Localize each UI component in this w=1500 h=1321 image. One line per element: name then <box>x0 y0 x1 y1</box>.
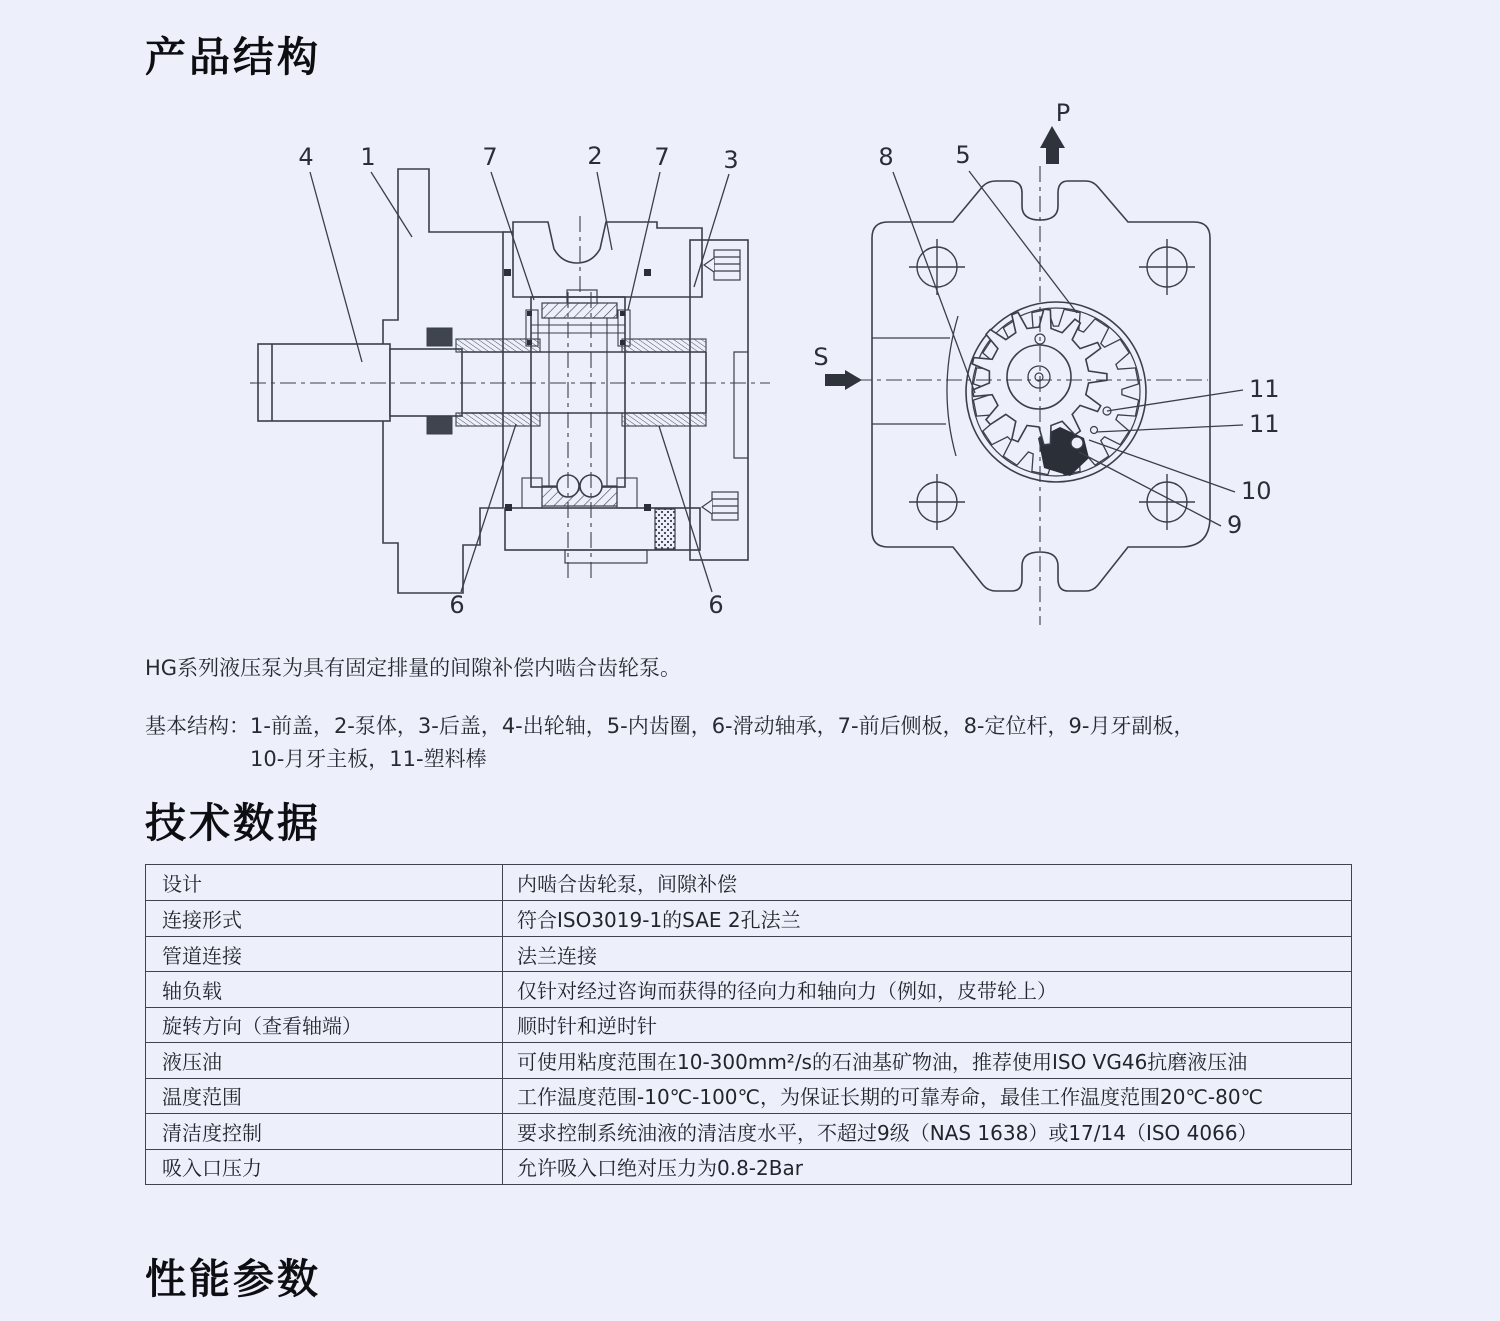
callout-11b: 11 <box>1249 410 1280 438</box>
shaft-seal-top <box>427 328 452 346</box>
row-key: 清洁度控制 <box>162 1120 262 1145</box>
shaft-seal-bottom <box>427 416 452 434</box>
callout-11a: 11 <box>1249 375 1280 403</box>
callout-2: 2 <box>587 142 603 170</box>
row-key: 设计 <box>162 872 202 897</box>
row-value: 法兰连接 <box>502 937 1351 971</box>
structure-items-line1: 1-前盖，2-泵体，3-后盖，4-出轮轴，5-内齿圈，6-滑动轴承，7-前后侧板，8-定位杆，9-月牙副板， <box>250 714 1195 738</box>
crescent-pin <box>1071 437 1083 449</box>
table-row <box>146 900 1351 935</box>
row-value: 可使用粘度范围在10-300mm²/s的石油基矿物油，推荐使用ISO VG46抗磨液压油 <box>502 1043 1351 1077</box>
callout-5: 5 <box>955 141 971 169</box>
callout-9: 9 <box>1227 511 1243 539</box>
suction-pocket-arc <box>947 316 958 456</box>
table-row <box>146 1149 1351 1184</box>
table-row <box>146 1007 1351 1042</box>
row-key: 吸入口压力 <box>162 1156 262 1181</box>
rear-plug-bottom <box>702 492 738 520</box>
row-key: 温度范围 <box>162 1085 242 1110</box>
callout-10: 10 <box>1241 477 1272 505</box>
rear-cover-outline <box>690 240 748 560</box>
callout-8: 8 <box>878 143 894 171</box>
table-row <box>146 1078 1351 1113</box>
structure-items <box>250 710 1194 776</box>
suction-port-label: S <box>813 343 829 371</box>
row-key: 连接形式 <box>162 908 242 933</box>
row-value: 仅针对经过咨询而获得的径向力和轴向力（例如，皮带轮上） <box>502 972 1351 1006</box>
row-value: 允许吸入口绝对压力为0.8-2Bar <box>502 1150 1351 1184</box>
section-title-structure: 产品结构 <box>145 33 321 81</box>
table-row <box>146 936 1351 971</box>
callout-3: 3 <box>723 146 739 174</box>
callout-7b: 7 <box>654 143 670 171</box>
pressure-port-label: P <box>1055 99 1071 127</box>
suction-arrow-icon <box>825 370 862 390</box>
callout-1: 1 <box>360 143 376 171</box>
structure-items-line2: 10-月牙主板，11-塑料棒 <box>250 747 487 771</box>
table-row <box>146 971 1351 1006</box>
pump-body-outline <box>513 222 702 297</box>
row-key: 轴负载 <box>162 979 222 1004</box>
table-row <box>146 1042 1351 1077</box>
bottom-seal-stipple <box>655 509 675 549</box>
section-title-performance: 性能参数 <box>145 1255 321 1303</box>
structure-label: 基本结构： <box>145 714 250 738</box>
gear-stack <box>522 290 637 508</box>
table-row <box>146 1113 1351 1148</box>
row-value: 内啮合齿轮泵，间隙补偿 <box>502 865 1351 900</box>
row-key: 旋转方向（查看轴端） <box>162 1014 362 1039</box>
section-view-drawing <box>250 169 770 593</box>
front-view-drawing <box>825 126 1243 625</box>
row-value: 符合ISO3019-1的SAE 2孔法兰 <box>502 901 1351 935</box>
tech-data-table <box>145 864 1352 1185</box>
pressure-arrow-icon <box>1040 126 1065 164</box>
section-title-tech-data: 技术数据 <box>145 799 321 847</box>
intro-structure <box>145 710 1194 776</box>
callout-6a: 6 <box>449 591 465 619</box>
row-value: 顺时针和逆时针 <box>502 1008 1351 1042</box>
table-row <box>146 865 1351 900</box>
row-key: 液压油 <box>162 1049 222 1074</box>
callout-7a: 7 <box>482 143 498 171</box>
row-value: 工作温度范围-10℃-100℃，为保证长期的可靠寿命，最佳工作温度范围20℃-80℃ <box>502 1079 1351 1113</box>
row-key: 管道连接 <box>162 943 242 968</box>
callout-4: 4 <box>298 143 314 171</box>
callout-6b: 6 <box>708 591 724 619</box>
row-value: 要求控制系统油液的清洁度水平，不超过9级（NAS 1638）或17/14（ISO 4066） <box>502 1114 1351 1148</box>
pump-diagrams <box>130 90 1380 655</box>
intro-summary: HG系列液压泵为具有固定排量的间隙补偿内啮合齿轮泵。 <box>145 656 682 680</box>
rear-plug-top <box>704 250 740 280</box>
